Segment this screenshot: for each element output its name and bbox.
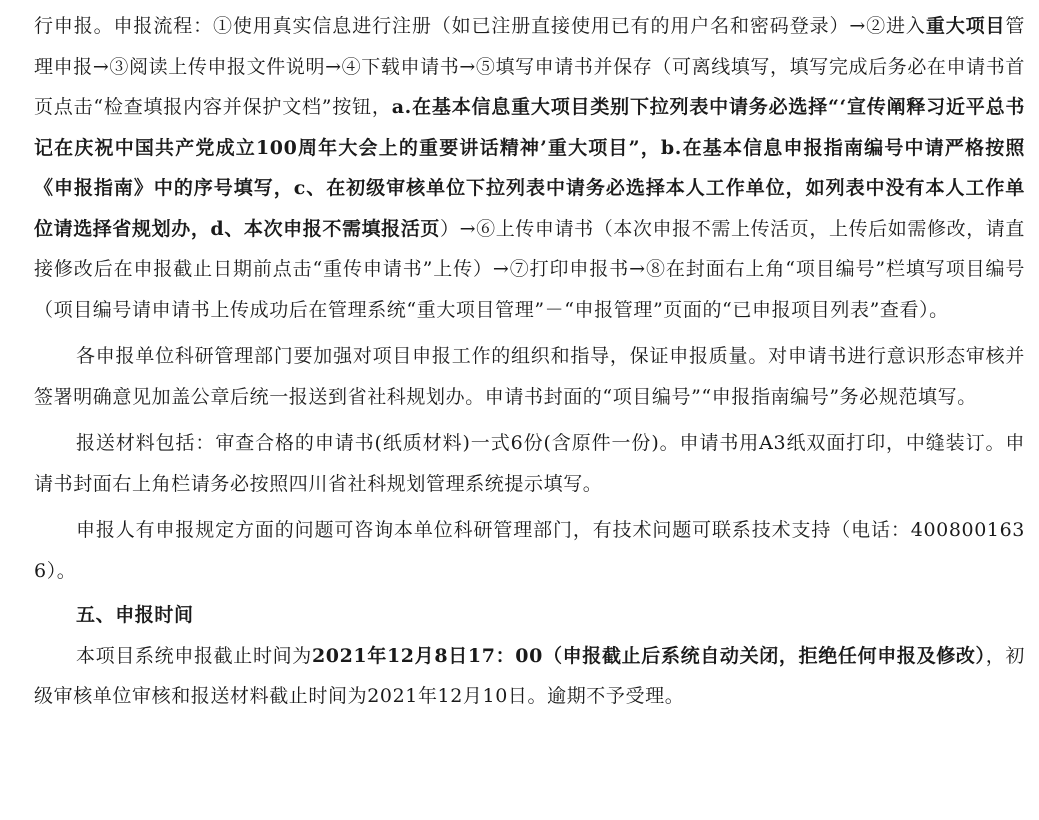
process-text-2: 管理申报→③阅读上传申报文件说明→④下载申请书→⑤填写申请书并保存（可离线填写，填写完成后务必在申请书首页点击“检查填报内容并保护文档”按钮， <box>34 15 1025 118</box>
paragraph-application-process <box>34 6 1025 330</box>
deadline-text-2: ，初级审核单位审核和报送材料截止时间为2021年12月10日。逾期不予受理。 <box>34 644 1025 707</box>
paragraph-management-requirements: 各申报单位科研管理部门要加强对项目申报工作的组织和指导，保证申报质量。对申请书进行意识形态审核并签署明确意见加盖公章后统一报送到省社科规划办。申请书封面的“项目编号”“申报指南编号”务必规范填写。 <box>34 345 1025 408</box>
process-text-1: 行申报。申报流程：①使用真实信息进行注册（如已注册直接使用已有的用户名和密码登录）→②进入 <box>34 15 926 37</box>
process-text-major-project: 重大项目 <box>925 15 1006 37</box>
paragraph-deadline <box>34 636 1025 717</box>
deadline-text-1: 本项目系统申报截止时间为 <box>76 644 312 667</box>
process-text-bold-instructions: a.在基本信息重大项目类别下拉列表中请务必选择“‘宣传阐释习近平总书记在庆祝中国共产党成立100周年大会上的重要讲话精神’重大项目”，b.在基本信息申报指南编号中请严格按照《申报指南》中的序号填写，c、在初级审核单位下拉列表中请务必选择本人工作单位，如列表中没有本人工作单位请选择省规划办，d、本次申报不需填报活页 <box>34 96 1026 240</box>
deadline-text-bold: 2021年12月8日17：00（申报截止后系统自动关闭，拒绝任何申报及修改） <box>311 644 986 667</box>
process-text-3: ）→⑥上传申请书（本次申报不需上传活页，上传后如需修改，请直接修改后在申报截止日期前点击“重传申请书”上传）→⑦打印申报书→⑧在封面右上角“项目编号”栏填写项目编号（项目编号请申请书上传成功后在管理系统“重大项目管理”－“申报管理”页面的“已申报项目列表”查看）。 <box>34 217 1025 321</box>
paragraph-submission-materials: 报送材料包括：审查合格的申请书(纸质材料)一式6份(含原件一份)。申请书用A3纸双面打印，中缝装订。申请书封面右上角栏请务必按照四川省社科规划管理系统提示填写。 <box>34 432 1025 495</box>
section-heading-application-time: 五、申报时间 <box>76 604 194 626</box>
paragraph-contact-support: 申报人有申报规定方面的问题可咨询本单位科研管理部门，有技术问题可联系技术支持（电话：4008001636）。 <box>34 519 1025 582</box>
